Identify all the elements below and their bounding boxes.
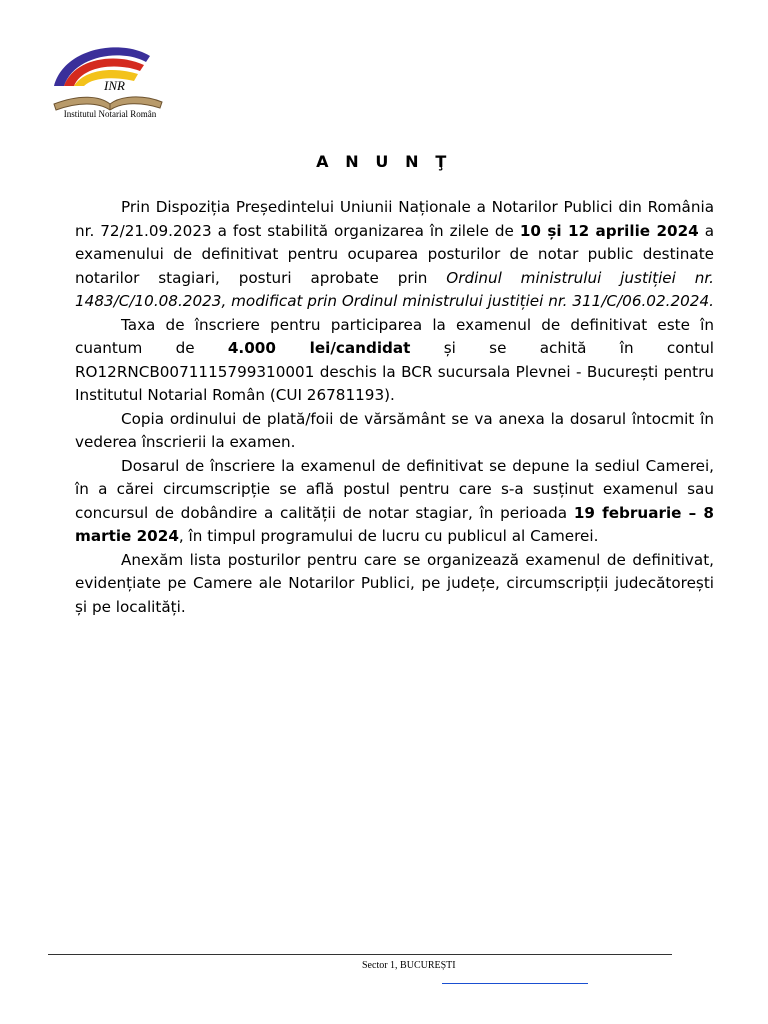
logo-text: INR: [104, 78, 125, 93]
page-title: A N U N Ţ: [316, 152, 452, 171]
footer-address: Sector 1, BUCUREȘTI: [362, 960, 456, 971]
paragraph-4: Dosarul de înscriere la examenul de definitivat se depune la sediul Camerei, în a cărei circumscripție se află postul pentru care s-a susținut examenul sau concursul de dobândire a calității de notar stagiar, în perioada 19 februarie – 8 martie 2024, în timpul programului de lucru cu publicul al Camerei.: [75, 456, 714, 545]
paragraph-3: Copia ordinului de plată/foii de vărsământ se va anexa la dosarul întocmit în vederea înscrierii la examen.: [75, 409, 714, 451]
footer-divider: [48, 954, 672, 955]
announcement-body: [75, 196, 714, 619]
paragraph-2: Taxa de înscriere pentru participarea la examenul de definitivat este în cuantum de 4.000 lei/candidat și se achită în contul RO12RNCB0071115799310001 deschis la BCR sucursala Plevnei - București pentru Institutul Notarial Român (CUI 26781193).: [75, 315, 714, 404]
paragraph-5: Anexăm lista posturilor pentru care se organizează examenul de definitivat, evidențiate pe Camere ale Notarilor Publici, pe județe, circumscripții judecătorești și pe localități.: [75, 550, 714, 616]
footer-link-underline[interactable]: [442, 983, 588, 984]
paragraph-1: Prin Dispoziția Președintelui Uniunii Naționale a Notarilor Publici din România nr. 72/21.09.2023 a fost stabilită organizarea în zilele de 10 și 12 aprilie 2024 a examenului de definitivat pentru ocuparea posturilor de notar public destinate notarilor stagiari, posturi aprobate prin Ordinul ministrului justiției nr. 1483/C/10.08.2023, modificat prin Ordinul ministrului justiției nr. 311/C/06.02.2024.: [75, 198, 715, 310]
logo-caption: Institutul Notarial Român: [63, 109, 157, 119]
